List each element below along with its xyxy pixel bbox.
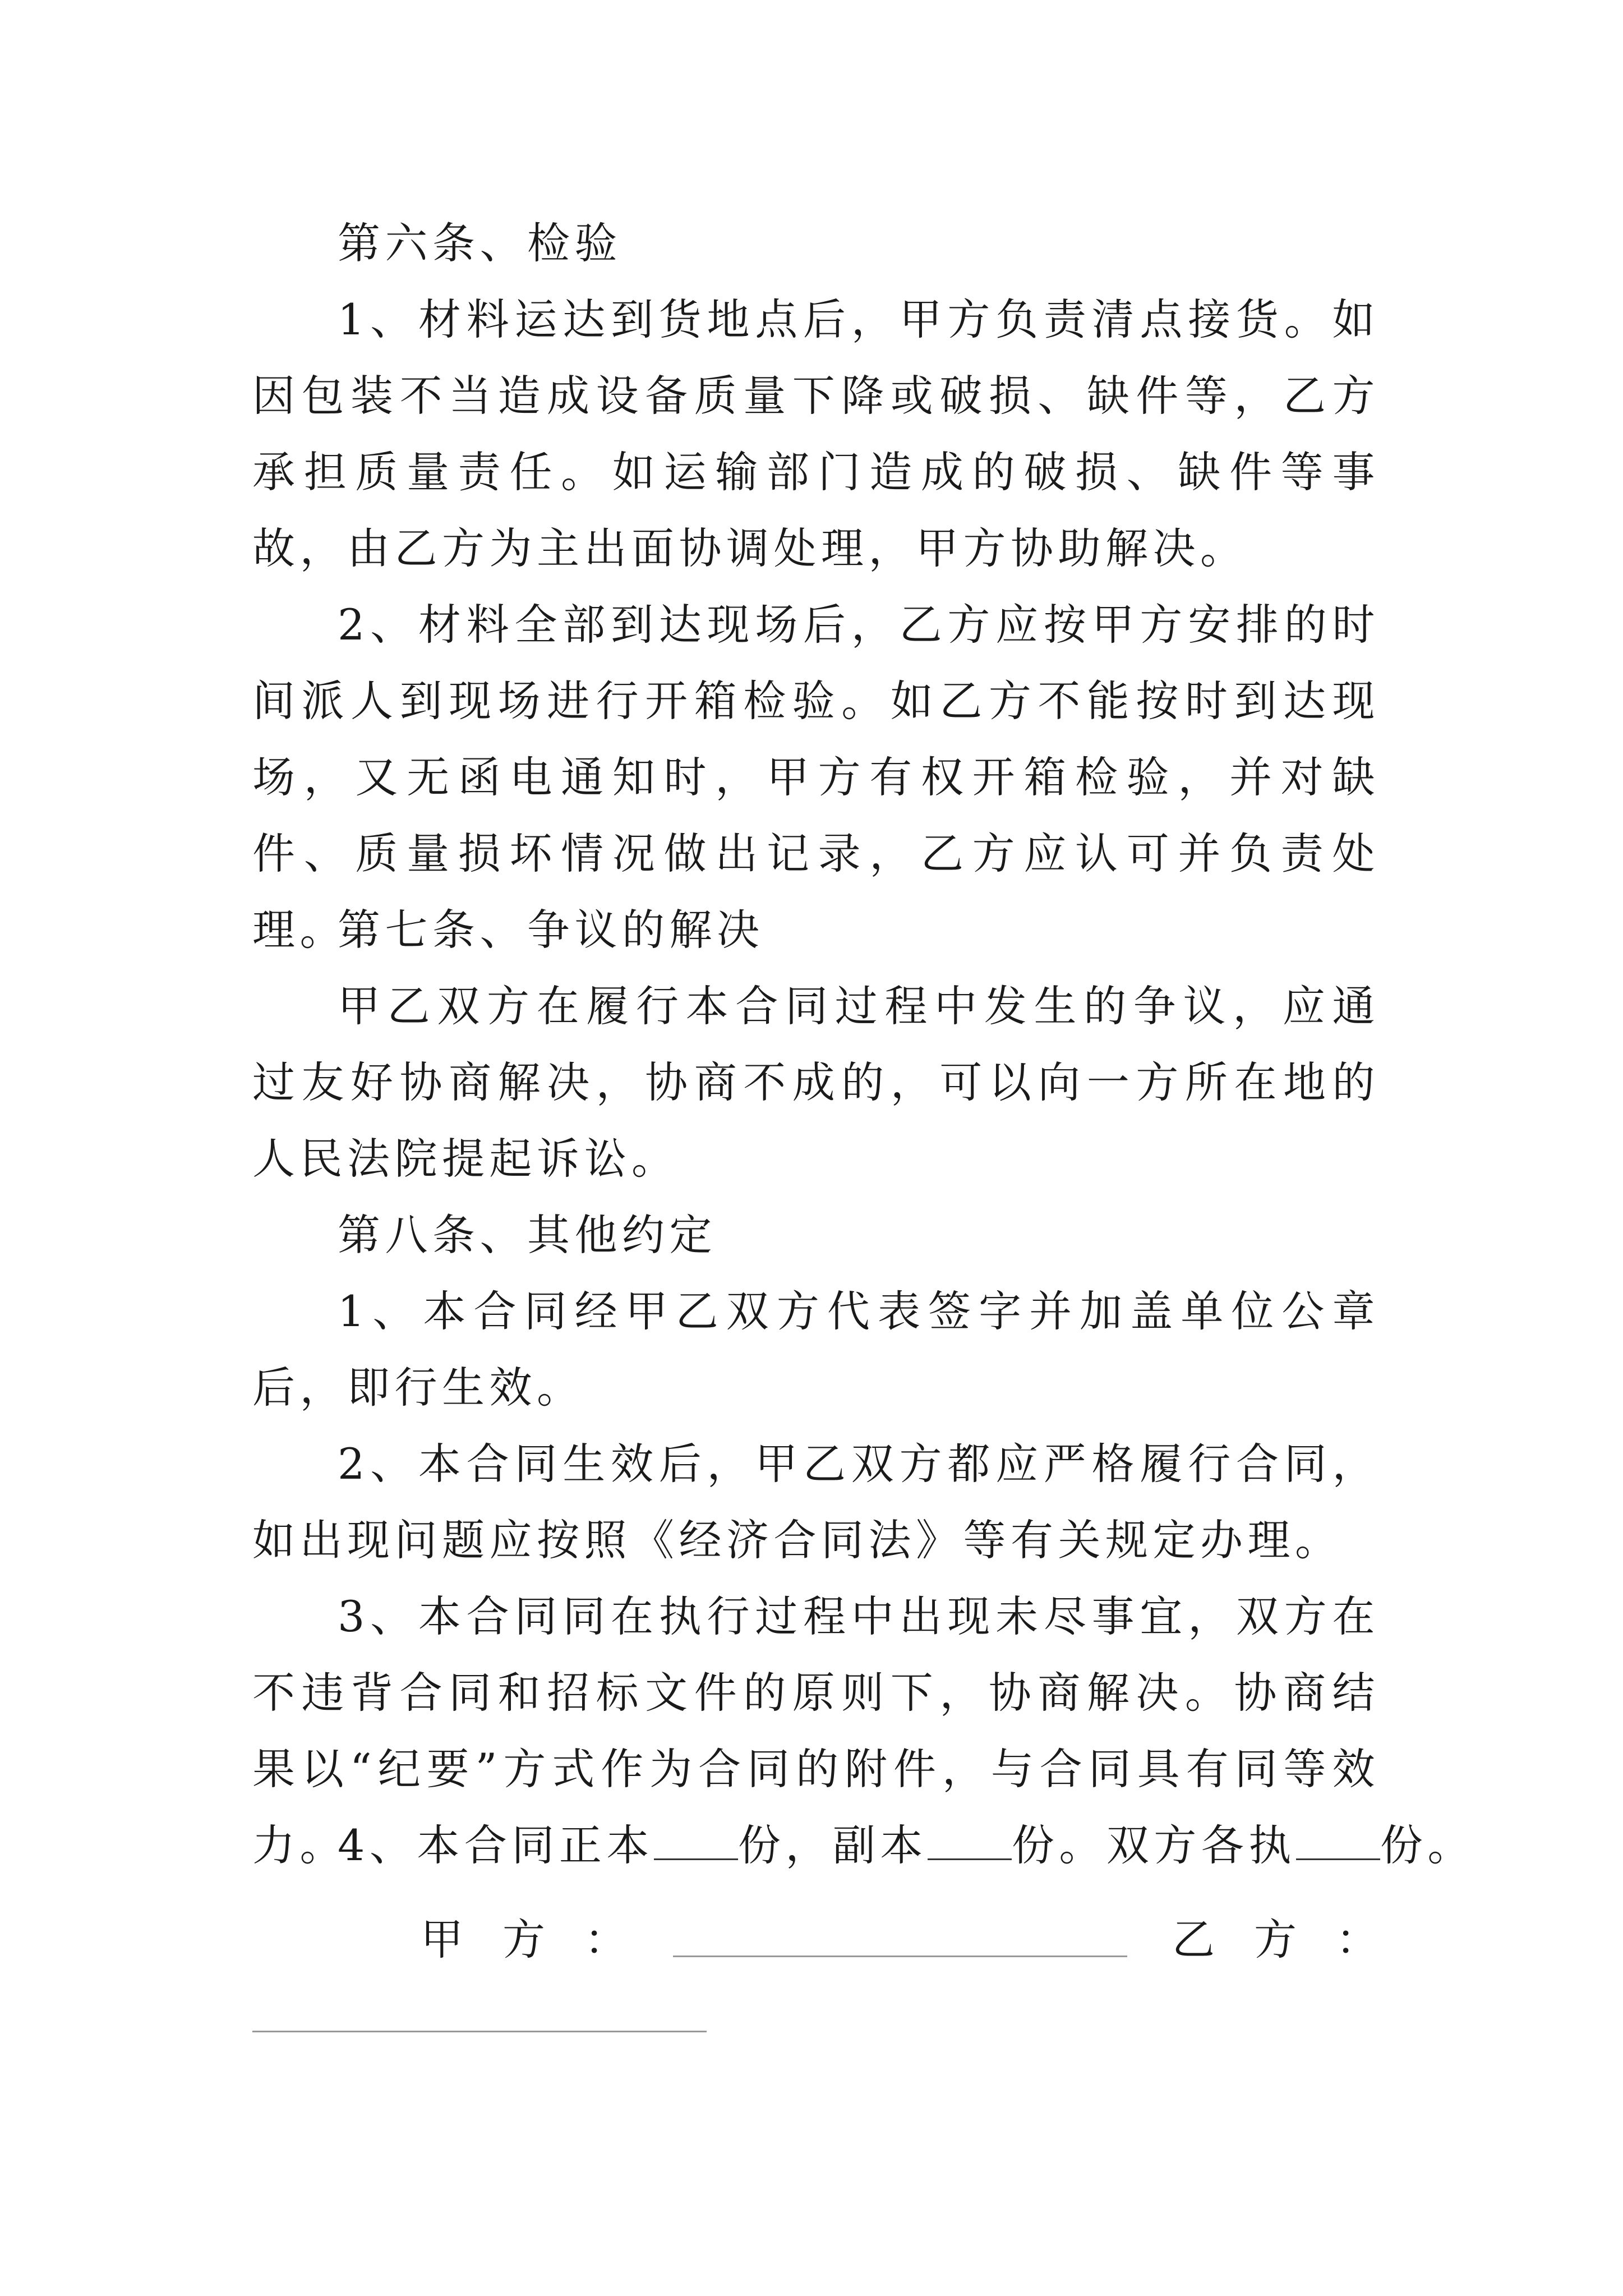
article-6-clause-1: 1、材料运达到货地点后，甲方负责清点接货。如因包装不当造成设备质量下降或破损、缺件等，乙方承担质量责任。如运输部门造成的破损、缺件等事故，由乙方为主出面协调处理，甲方协助解决。 — [252, 295, 1380, 573]
article-8-clause-1: 1、本合同经甲乙双方代表签字并加盖单位公章后，即行生效。 — [252, 1286, 1380, 1412]
article-6-heading: 第六条、检验 — [338, 218, 622, 268]
article-7-heading: 第七条、争议的解决 — [338, 905, 764, 955]
each-party-copies-blank — [1296, 1819, 1380, 1860]
duplicate-copies-blank — [928, 1819, 1012, 1860]
clause-4-text-2: 份，副本 — [737, 1820, 928, 1870]
party-b-label: 乙方： — [1172, 1915, 1418, 1964]
party-a-label: 甲方： — [421, 1915, 666, 1964]
article-8-clause-2: 2、本合同生效后，甲乙双方都应严格履行合同，如出现问题应按照《经济合同法》等有关规定办理。 — [252, 1439, 1380, 1565]
clause-4-text-1: 4、本合同正本 — [338, 1820, 654, 1870]
article-7-clause: 甲乙双方在履行本合同过程中发生的争议，应通过友好协商解决，协商不成的，可以向一方所在地的人民法院提起诉讼。 — [252, 981, 1380, 1184]
party-b-signature-line — [252, 2031, 707, 2032]
original-copies-blank — [654, 1819, 738, 1860]
article-8-clause-4 — [252, 1807, 1475, 1884]
signature-row — [252, 1902, 1418, 1978]
article-8-clause-3: 3、本合同同在执行过程中出现未尽事宜，双方在不违背合同和招标文件的原则下，协商解决。协商结果以“纪要”方式作为合同的附件，与合同具有同等效力。 — [252, 1591, 1380, 1870]
article-8-heading: 第八条、其他约定 — [338, 1210, 717, 1260]
clause-4-text-3: 份。双方各执 — [1011, 1820, 1296, 1870]
clause-4-text-4: 份。 — [1380, 1820, 1475, 1870]
party-a-signature-line — [673, 1955, 1127, 1957]
article-6-clause-2: 2、材料全部到达现场后，乙方应按甲方安排的时间派人到现场进行开箱检验。如乙方不能按时到达现场，又无函电通知时，甲方有权开箱检验，并对缺件、质量损坏情况做出记录，乙方应认可并负责处理。 — [252, 600, 1380, 955]
